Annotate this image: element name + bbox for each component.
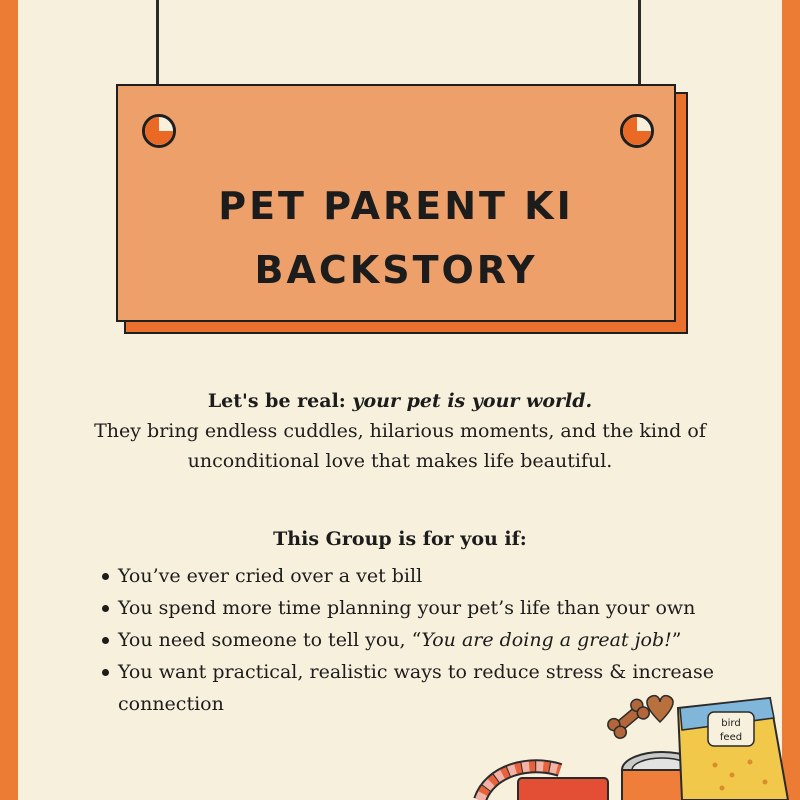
bone-treat-icon [605, 697, 651, 741]
hanging-sign [116, 84, 676, 322]
intro-lead-italic: your pet is your world. [352, 390, 593, 412]
list-item [100, 624, 714, 656]
bag-label-line1: bird [721, 718, 741, 729]
bird-feed-bag-icon [678, 698, 788, 800]
list-item-italic: You are doing a great job! [421, 629, 672, 651]
intro-lead-bold: Let's be real: [207, 390, 353, 412]
intro-paragraph [60, 386, 740, 476]
list-item: You’ve ever cried over a vet bill [100, 560, 714, 592]
sign-ring-right [620, 114, 654, 148]
sign-ring-left [142, 114, 176, 148]
list-item-text: ” [671, 629, 682, 651]
intro-lead [60, 386, 740, 416]
intro-body: They bring endless cuddles, hilarious moments, and the kind of unconditional love that makes life beautiful. [94, 420, 706, 472]
sign-title: PET PARENT KI BACKSTORY [218, 184, 574, 292]
treat-box-icon [518, 778, 608, 800]
list-item: You want practical, realistic ways to reduce stress & increase connection [100, 656, 714, 720]
pet-supplies-illustration [470, 690, 800, 800]
heart-cookie-icon [647, 696, 673, 722]
bag-label-line2: feed [719, 732, 743, 743]
list-heading: This Group is for you if: [273, 528, 527, 550]
frame-right-border [782, 0, 800, 800]
frame-left-border [0, 0, 18, 800]
list-item-text: You need someone to tell you, “ [118, 629, 422, 651]
list-item: You spend more time planning your pet’s life than your own [100, 592, 714, 624]
